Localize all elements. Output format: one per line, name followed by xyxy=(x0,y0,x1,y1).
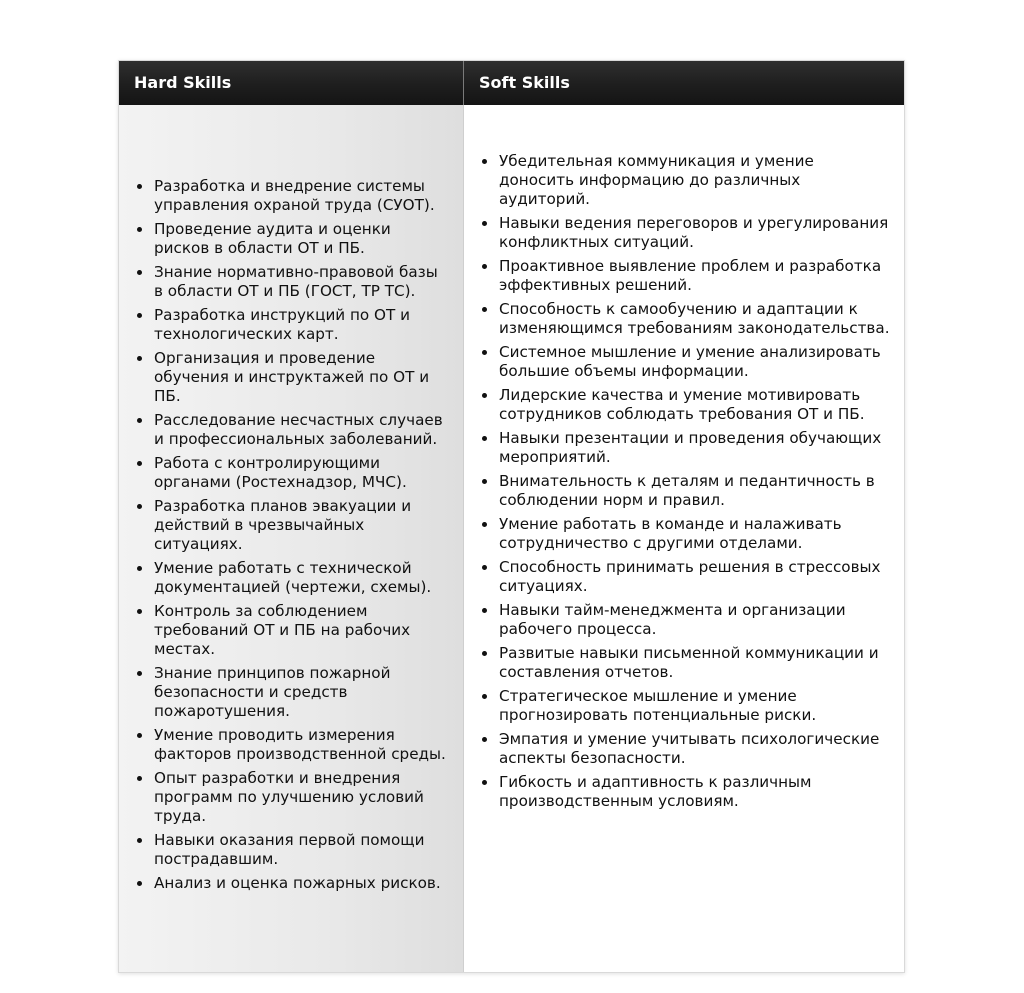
soft-skill-item: Способность принимать решения в стрессовых ситуациях. xyxy=(480,558,890,596)
soft-skill-item: Лидерские качества и умение мотивировать сотрудников соблюдать требования ОТ и ПБ. xyxy=(480,386,890,424)
soft-skills-column xyxy=(464,105,904,972)
hard-skill-item: Знание нормативно-правовой базы в области ОТ и ПБ (ГОСТ, ТР ТС). xyxy=(135,263,449,301)
soft-skill-item: Стратегическое мышление и умение прогнозировать потенциальные риски. xyxy=(480,687,890,725)
skills-table xyxy=(118,60,905,973)
soft-skill-item: Эмпатия и умение учитывать психологические аспекты безопасности. xyxy=(480,730,890,768)
hard-skills-header: Hard Skills xyxy=(119,61,464,105)
hard-skill-item: Расследование несчастных случаев и профессиональных заболеваний. xyxy=(135,411,449,449)
soft-skill-item: Системное мышление и умение анализировать большие объемы информации. xyxy=(480,343,890,381)
hard-skill-item: Проведение аудита и оценки рисков в области ОТ и ПБ. xyxy=(135,220,449,258)
soft-skills-header: Soft Skills xyxy=(464,61,904,105)
soft-skill-item: Навыки ведения переговоров и урегулирования конфликтных ситуаций. xyxy=(480,214,890,252)
hard-skill-item: Разработка планов эвакуации и действий в чрезвычайных ситуациях. xyxy=(135,497,449,554)
soft-skills-list xyxy=(464,152,904,811)
hard-skill-item: Организация и проведение обучения и инструктажей по ОТ и ПБ. xyxy=(135,349,449,406)
soft-skill-item: Проактивное выявление проблем и разработка эффективных решений. xyxy=(480,257,890,295)
hard-skill-item: Работа с контролирующими органами (Ростехнадзор, МЧС). xyxy=(135,454,449,492)
hard-skill-item: Умение работать с технической документацией (чертежи, схемы). xyxy=(135,559,449,597)
hard-skill-item: Навыки оказания первой помощи пострадавшим. xyxy=(135,831,449,869)
soft-skill-item: Навыки тайм-менеджмента и организации рабочего процесса. xyxy=(480,601,890,639)
hard-skill-item: Умение проводить измерения факторов производственной среды. xyxy=(135,726,449,764)
hard-skill-item: Опыт разработки и внедрения программ по улучшению условий труда. xyxy=(135,769,449,826)
soft-skill-item: Умение работать в команде и налаживать сотрудничество с другими отделами. xyxy=(480,515,890,553)
soft-skill-item: Убедительная коммуникация и умение доносить информацию до различных аудиторий. xyxy=(480,152,890,209)
hard-skills-column xyxy=(119,105,464,972)
soft-skill-item: Гибкость и адаптивность к различным производственным условиям. xyxy=(480,773,890,811)
soft-skill-item: Развитые навыки письменной коммуникации и составления отчетов. xyxy=(480,644,890,682)
hard-skill-item: Знание принципов пожарной безопасности и средств пожаротушения. xyxy=(135,664,449,721)
soft-skill-item: Навыки презентации и проведения обучающих мероприятий. xyxy=(480,429,890,467)
hard-skill-item: Разработка инструкций по ОТ и технологических карт. xyxy=(135,306,449,344)
soft-skill-item: Внимательность к деталям и педантичность в соблюдении норм и правил. xyxy=(480,472,890,510)
hard-skills-list xyxy=(119,177,463,893)
hard-skill-item: Контроль за соблюдением требований ОТ и ПБ на рабочих местах. xyxy=(135,602,449,659)
hard-skill-item: Анализ и оценка пожарных рисков. xyxy=(135,874,449,893)
hard-skill-item: Разработка и внедрение системы управления охраной труда (СУОТ). xyxy=(135,177,449,215)
soft-skill-item: Способность к самообучению и адаптации к изменяющимся требованиям законодательства. xyxy=(480,300,890,338)
